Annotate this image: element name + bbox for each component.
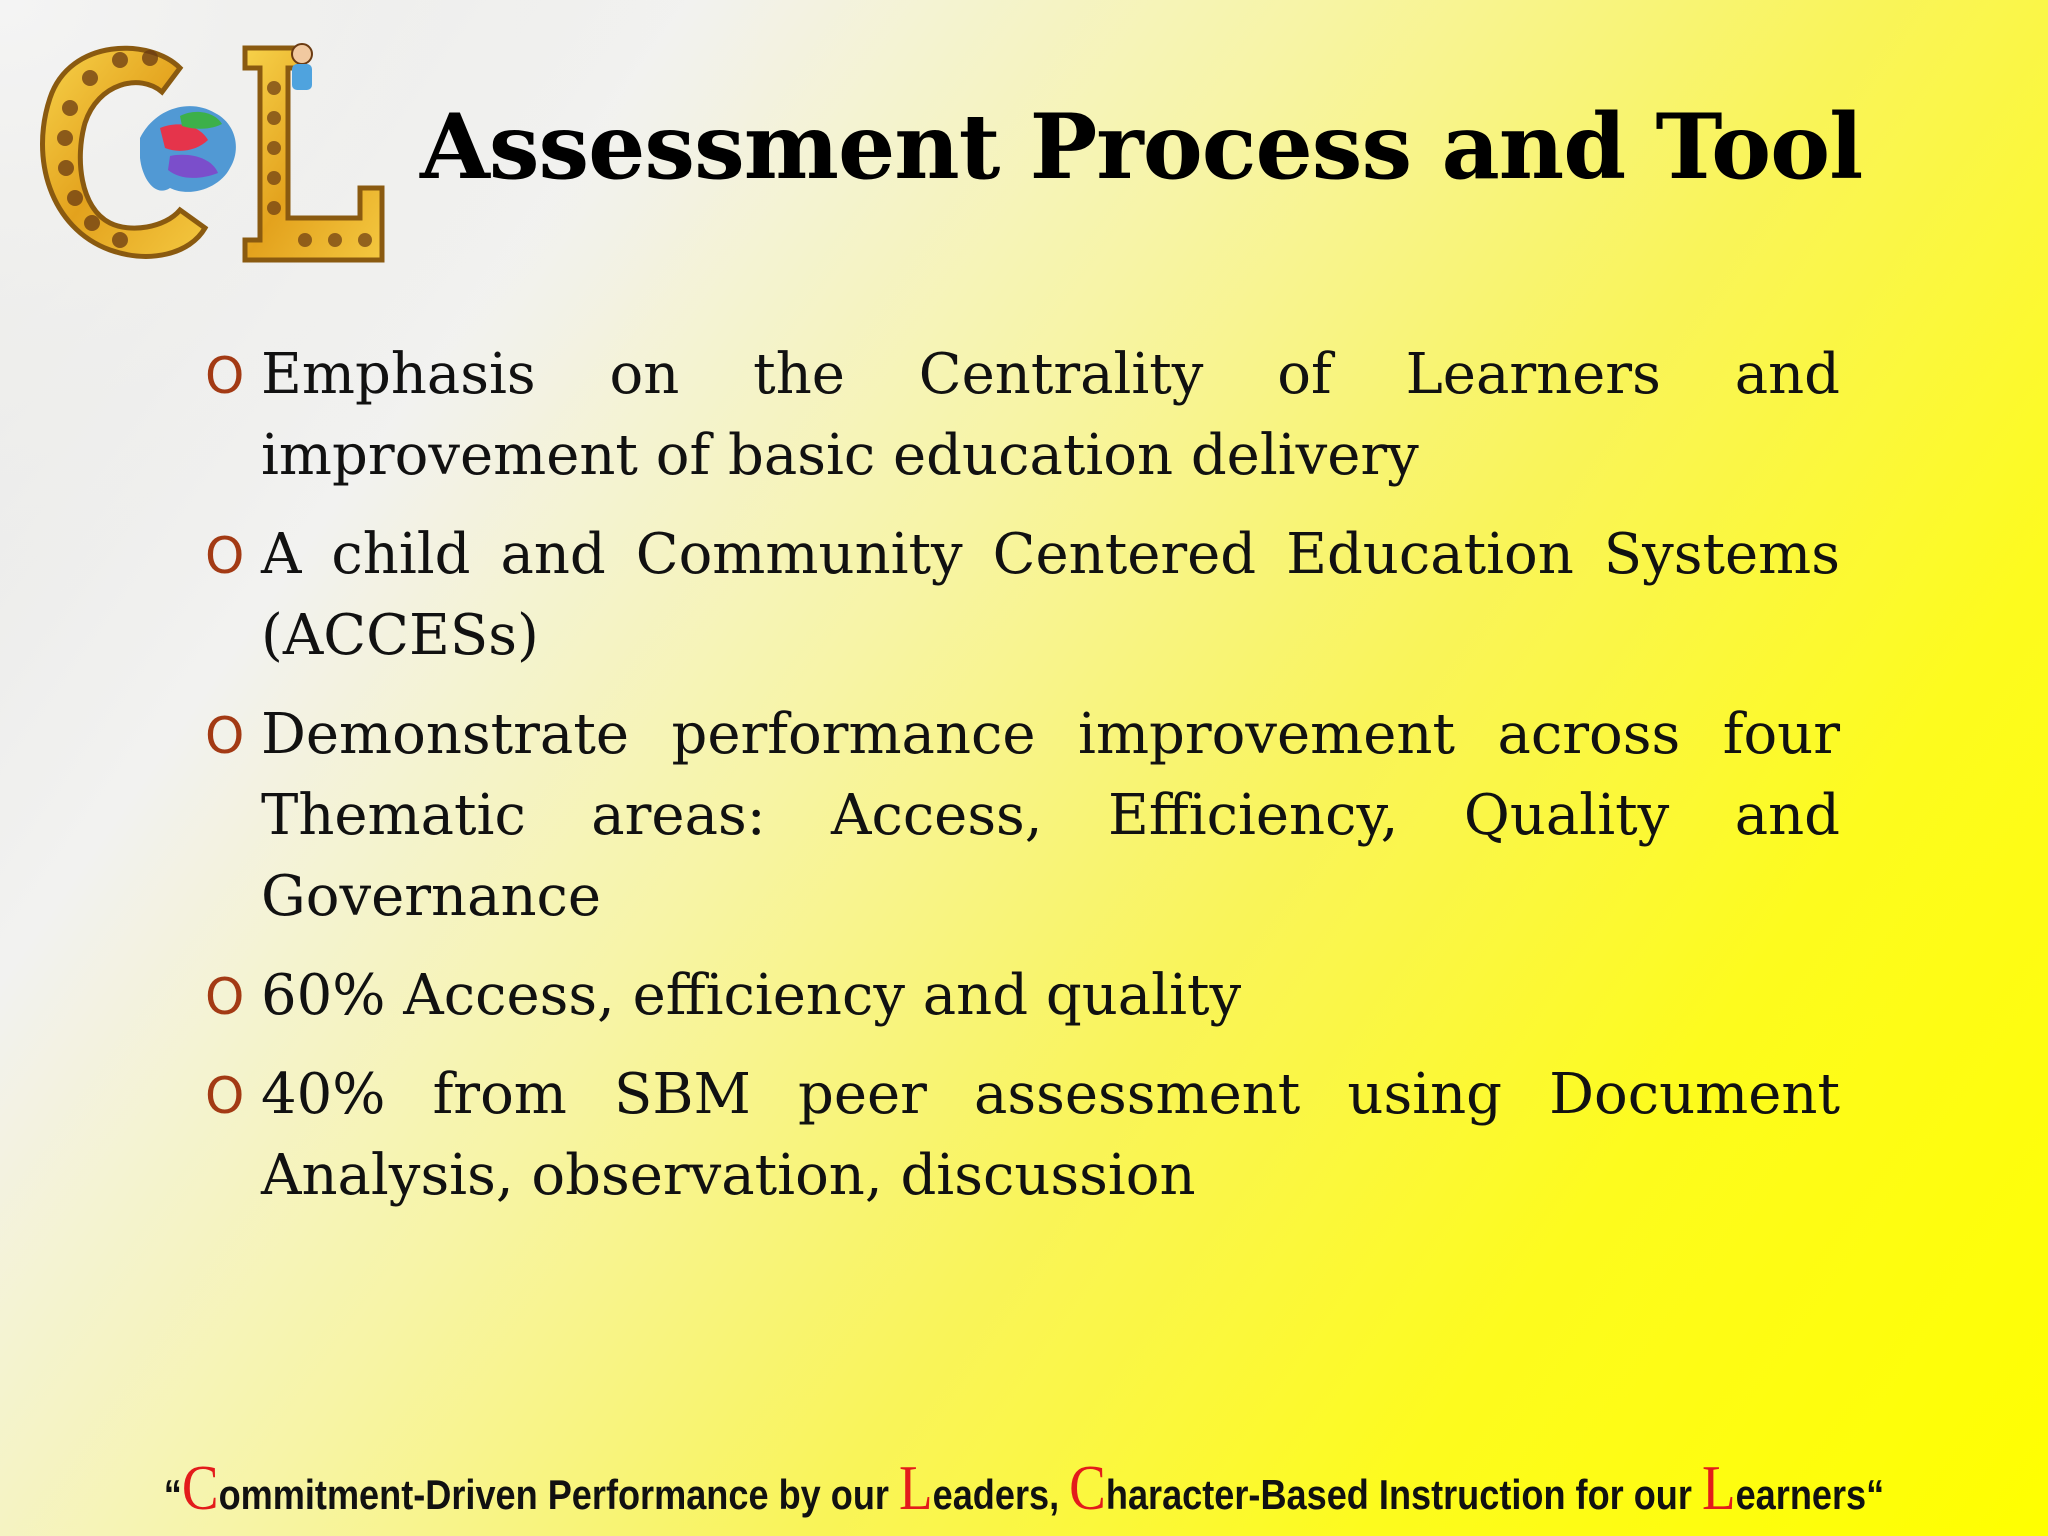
footer-text: haracter-Based Instruction for our — [1105, 1471, 1702, 1518]
list-item — [205, 1054, 1840, 1216]
list-item — [205, 514, 1840, 676]
footer-accent-letter: C — [181, 1452, 219, 1523]
list-item — [205, 694, 1840, 937]
footer-text: earners — [1735, 1471, 1867, 1518]
bullet-marker-icon: O — [205, 968, 245, 1026]
bullet-marker-icon: O — [205, 527, 245, 585]
cl-logo-icon — [30, 28, 390, 264]
bullet-list — [205, 334, 1840, 1234]
footer-open-quote: “ — [163, 1471, 182, 1518]
footer-accent-letter: L — [1701, 1452, 1736, 1523]
bullet-text: Demonstrate performance improvement across four Thematic areas: Access, Efficiency, Quality and Governance — [261, 702, 1840, 929]
bullet-text: Emphasis on the Centrality of Learners and improvement of basic education delivery — [261, 342, 1840, 488]
footer-accent-letter: C — [1069, 1452, 1106, 1523]
footer-close-quote: “ — [1866, 1471, 1885, 1518]
bullet-marker-icon: O — [205, 347, 245, 405]
footer-motto — [143, 1452, 1904, 1527]
list-item — [205, 334, 1840, 496]
bullet-text: 40% from SBM peer assessment using Document Analysis, observation, discussion — [261, 1062, 1840, 1208]
bullet-text: 60% Access, efficiency and quality — [261, 963, 1242, 1028]
bullet-marker-icon: O — [205, 1067, 245, 1125]
list-item — [205, 955, 1840, 1036]
footer-text: eaders, — [932, 1471, 1070, 1518]
slide-title: Assessment Process and Tool — [420, 94, 1863, 200]
bullet-text: A child and Community Centered Education Systems (ACCESs) — [261, 522, 1840, 668]
footer-text: ommitment-Driven Performance by our — [218, 1471, 899, 1518]
bullet-marker-icon: O — [205, 707, 245, 765]
footer-accent-letter: L — [898, 1452, 933, 1523]
